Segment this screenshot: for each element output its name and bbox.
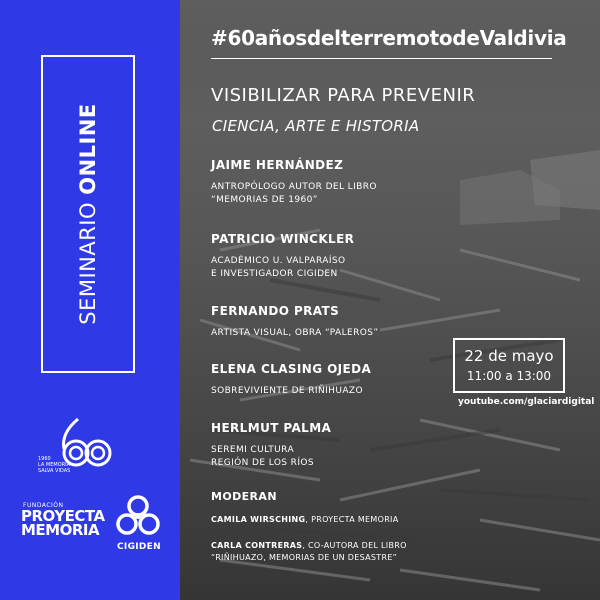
seminar-label-bold: ONLINE (76, 103, 100, 195)
pm-line2: MEMORIA (21, 521, 100, 539)
speaker-role-line: “MEMORIAS DE 1960” (211, 195, 318, 205)
speaker-name: JAIME HERNÁNDEZ (211, 158, 344, 172)
moderators-heading: MODERAN (211, 490, 277, 503)
event-subtitle: CIENCIA, ARTE E HISTORIA (212, 117, 420, 135)
sixty-logo-line: LA MEMORIA (38, 462, 71, 468)
speaker (211, 421, 331, 470)
speaker-role-line: ANTROPÓLOGO AUTOR DEL LIBRO (211, 182, 377, 192)
moderator (211, 540, 407, 564)
hashtag: #60añosdelterremotodeValdivia (211, 26, 567, 50)
speaker-name: FERNANDO PRATS (211, 304, 340, 318)
speaker-name: PATRICIO WINCKLER (211, 232, 355, 246)
proyecta-memoria-logo (21, 502, 105, 537)
speaker-role (211, 385, 371, 398)
speaker (211, 362, 371, 398)
sixty-logo-line: 1960 (38, 456, 51, 462)
speaker-role (211, 444, 331, 470)
speaker-name: ELENA CLASING OJEDA (211, 362, 372, 376)
speaker-role (211, 181, 377, 207)
event-time: 11:00 a 13:00 (466, 369, 552, 383)
pm-fundacion: FUNDACIÓN (23, 502, 64, 509)
sixty-logo-text (38, 456, 78, 474)
left-panel (0, 0, 180, 600)
sixty-logo-line: SALVA VIDAS (38, 468, 71, 474)
seminar-label-light: SEMINARIO (76, 194, 100, 325)
moderator-name: CAMILA WIRSCHING (211, 515, 306, 524)
date-box (453, 338, 565, 393)
speaker-role-line: E INVESTIGADOR CIGIDEN (211, 269, 338, 279)
speaker-role-line: REGIÓN DE LOS RÍOS (211, 458, 314, 468)
speaker (211, 304, 378, 340)
speaker (211, 232, 354, 281)
speaker-name: HERLMUT PALMA (211, 421, 332, 435)
event-date: 22 de mayo (464, 347, 554, 365)
seminar-label (76, 103, 100, 325)
speaker (211, 158, 377, 207)
speaker-role-line: SEREMI CULTURA (211, 445, 294, 455)
moderator-role-line2: “RIÑIHUAZO, MEMORIAS DE UN DESASTRE” (211, 553, 398, 562)
stream-link[interactable]: youtube.com/glaciardigital (458, 397, 595, 407)
speaker-role-line: SOBREVIVIENTE DE RIÑIHUAZO (211, 386, 363, 396)
speaker-role (211, 255, 354, 281)
cigiden-logo-icon (113, 494, 163, 540)
speaker-role (211, 327, 378, 340)
moderator-name: CARLA CONTRERAS (211, 541, 303, 550)
cigiden-label: CIGIDEN (117, 542, 161, 552)
speaker-role-line: ARTISTA VISUAL, OBRA “PALEROS” (211, 328, 379, 338)
speaker-role-line: ACADÉMICO U. VALPARAÍSO (211, 256, 346, 266)
event-title: VISIBILIZAR PARA PREVENIR (211, 85, 476, 106)
moderator-role: , CO-AUTORA DEL LIBRO (302, 541, 407, 550)
moderator (211, 515, 399, 524)
divider (211, 58, 552, 59)
moderator-role: , PROYECTA MEMORIA (305, 515, 399, 524)
pm-line1: PROYECTA (21, 507, 105, 525)
